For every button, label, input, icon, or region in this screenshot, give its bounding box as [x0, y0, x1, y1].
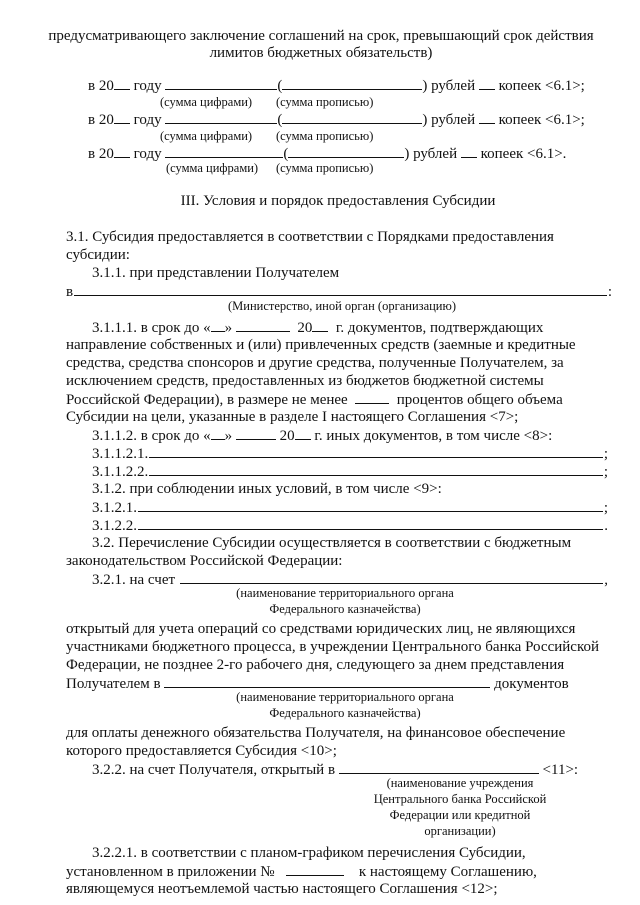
amount-row-2: в 20 году ( ) рублей копеек <6.1>; — [88, 112, 585, 128]
amount-row-2-words-label: (сумма прописью) — [276, 129, 374, 143]
amount-row-1-words-label: (сумма прописью) — [276, 95, 374, 109]
p3221-line-1: 3.2.2.1. в соответствии с планом-графиком перечисления Субсидии, — [92, 845, 526, 861]
p321-body-label-2: Федерального казначейства) — [269, 706, 421, 720]
section-title: III. Условия и порядок предоставления Субсидии — [180, 193, 496, 209]
p31-line-1: 3.1. Субсидия предоставляется в соответствии с Порядками предоставления — [66, 229, 554, 245]
p3221-line-3: являющемуся неотъемлемой частью настоящего Соглашения <12>; — [66, 881, 498, 897]
p321-tail-line-2: которого предоставляется Субсидия <10>; — [66, 743, 337, 759]
p321-body-line-2: участниками бюджетного процесса, в учреждении Центрального банка Российской — [66, 639, 599, 655]
p3122-line: 3.1.2.2. . — [92, 518, 608, 534]
p3111-line-5: Российской Федерации), в размере не менее процентов общего объема — [66, 392, 563, 408]
p321-tail-line-1: для оплаты денежного обязательства Получателя, на финансовое обеспечение — [66, 725, 566, 741]
p321-body-label-1: (наименование территориального органа — [236, 690, 454, 704]
p312-text: 3.1.2. при соблюдении иных условий, в том числе <9>: — [92, 481, 442, 497]
p3111-line-2: направление собственных и (или) привлеченных средств (заемные и кредитные — [66, 337, 576, 353]
p321-label-1: (наименование территориального органа — [236, 586, 454, 600]
p31-line-2: субсидии: — [66, 247, 130, 263]
amount-row-3-words-label: (сумма прописью) — [276, 161, 374, 175]
p3111-line-3: средства, средства спонсоров и другие средства, полученные Получателем, за — [66, 355, 564, 371]
p32-line-2: законодательством Российской Федерации: — [66, 553, 343, 569]
p3111-line-6: Субсидии на цели, указанные в разделе I настоящего Соглашения <7>; — [66, 409, 519, 425]
p311-text: 3.1.1. при представлении Получателем — [92, 265, 340, 281]
p311-blank-line: в : — [66, 284, 612, 300]
amount-row-3-digits-label: (сумма цифрами) — [166, 161, 259, 175]
p321-line: 3.2.1. на счет , — [92, 572, 608, 588]
p321-body-line-4: Получателем в документов — [66, 676, 569, 692]
header-line-1: предусматривающего заключение соглашений на срок, превышающий срок действия — [48, 28, 594, 44]
p311-label: (Министерство, иной орган (организацию) — [228, 299, 456, 313]
p321-body-line-3: Федерации, не позднее 2-го рабочего дня, следующего за днем представления — [66, 657, 565, 673]
amount-row-2-digits-label: (сумма цифрами) — [160, 129, 253, 143]
bank-label-2: Центрального банка Российской — [373, 792, 547, 806]
p31121-line: 3.1.1.2.1. ; — [92, 446, 608, 462]
p321-body-line-1: открытый для учета операций со средствами юридических лиц, не являющихся — [66, 621, 576, 637]
amount-row-1: в 20 году ( ) рублей копеек <6.1>; — [88, 78, 585, 94]
p32-line-1: 3.2. Перечисление Субсидии осуществляется в соответствии с бюджетным — [92, 535, 572, 551]
bank-label-3: Федерации или кредитной — [389, 808, 531, 822]
bank-label-4: организации) — [424, 824, 496, 838]
p31122-line: 3.1.1.2.2. ; — [92, 464, 608, 480]
p322-line: 3.2.2. на счет Получателя, открытый в <11>: — [92, 762, 579, 778]
p3112-line: 3.1.1.2. в срок до « » 20 г. иных документов, в том числе <8>: — [92, 428, 553, 444]
header-line-2: лимитов бюджетных обязательств) — [209, 45, 433, 61]
p3121-line: 3.1.2.1. ; — [92, 500, 608, 516]
p3221-line-2: установленном в приложении № к настоящему Соглашению, — [66, 864, 537, 880]
bank-label-1: (наименование учреждения — [386, 776, 534, 790]
amount-row-1-digits-label: (сумма цифрами) — [160, 95, 253, 109]
p3111-line-1: 3.1.1.1. в срок до « » 20 г. документов, подтверждающих — [92, 320, 544, 336]
p321-label-2: Федерального казначейства) — [269, 602, 421, 616]
p3111-line-4: исключением средств, предоставленных из бюджетов бюджетной системы — [66, 373, 544, 389]
amount-row-3: в 20 году ( ) рублей копеек <6.1>. — [88, 146, 567, 162]
